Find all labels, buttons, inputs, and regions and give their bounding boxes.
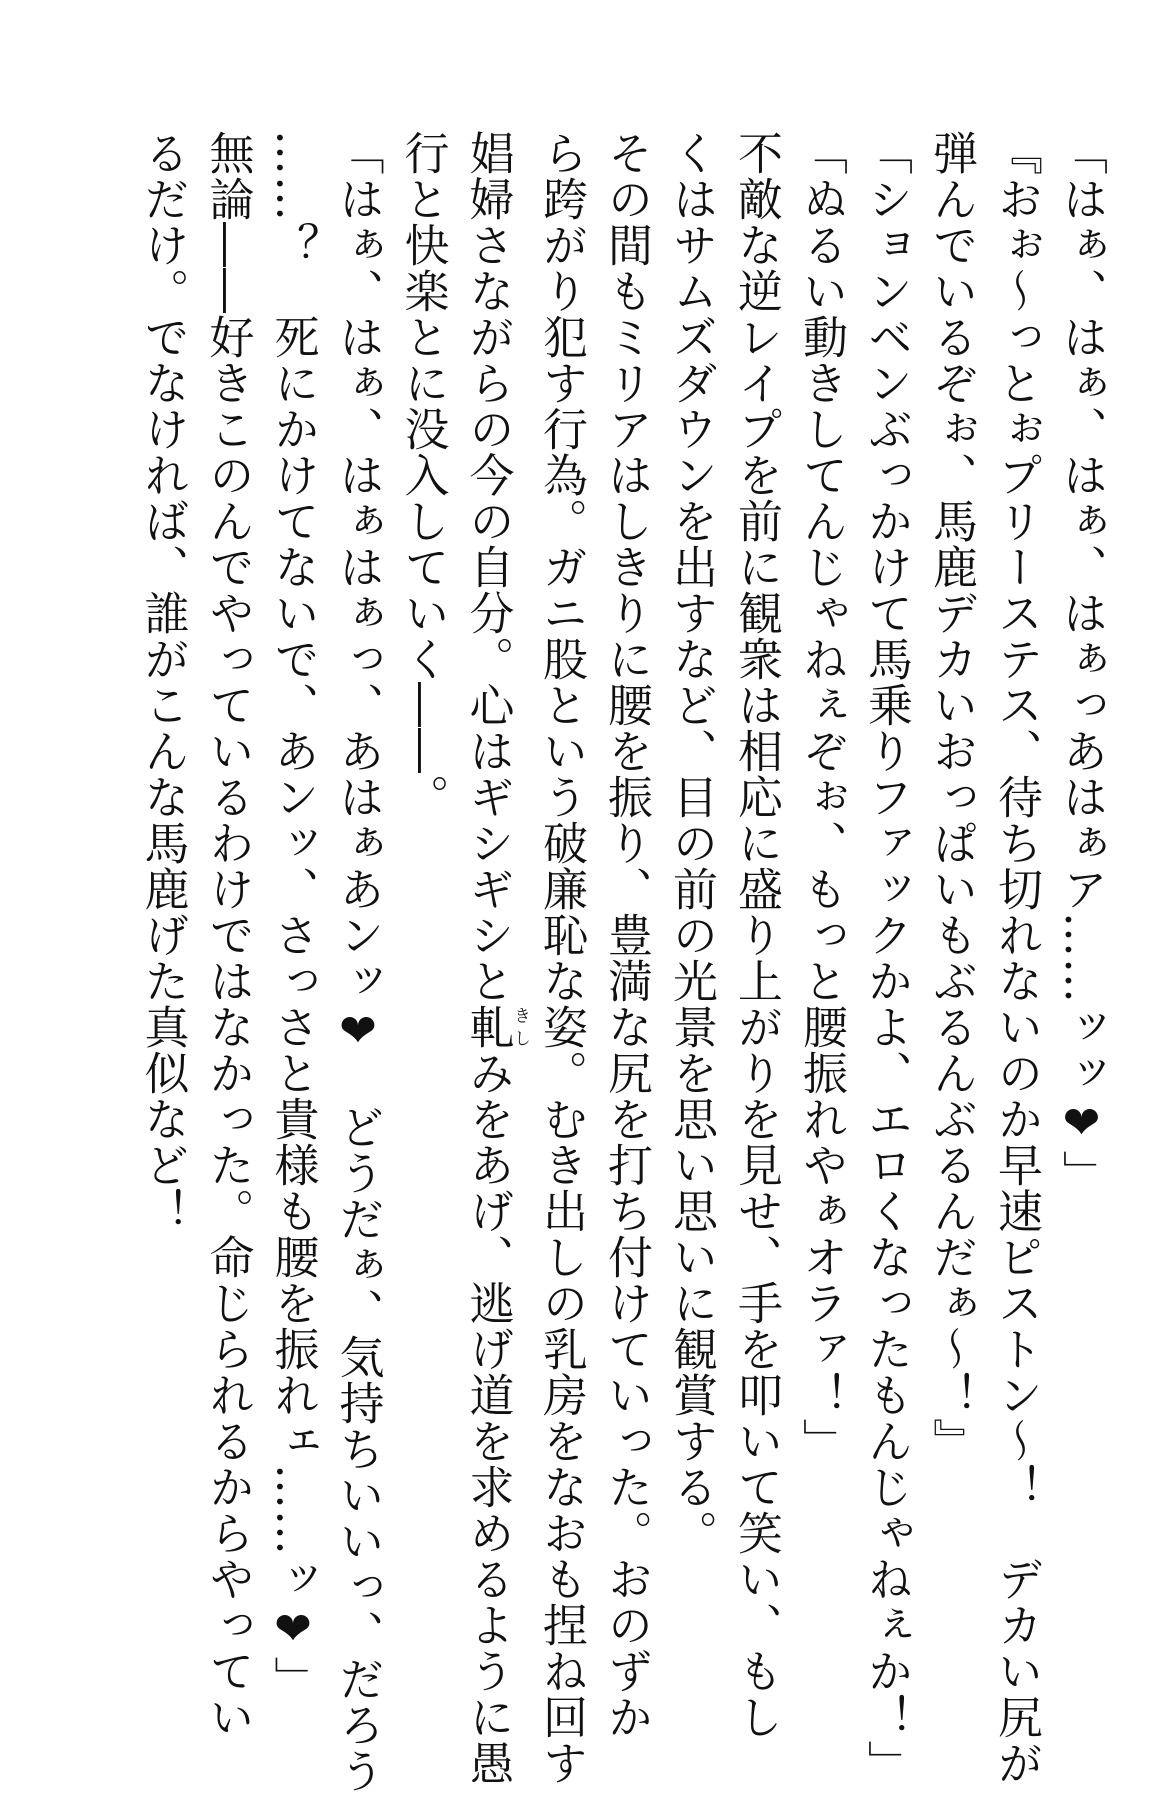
ruby-annotation: [461, 1004, 530, 1050]
text-line-3: 弾んでいるぞぉ、馬鹿デカいおっぱいもぶるんぶるんだぁ～！』: [925, 130, 978, 1464]
text-line-6: 不敵な逆レイプを前に観衆は相応に盛り上がりを見せ、手を叩いて笑い、もし: [730, 130, 783, 1740]
text-line-9: ら跨がり犯す行為。ガニ股という破廉恥な姿。むき出しの乳房をなおも捏ね回す: [535, 130, 588, 1786]
text-line-11: 行と快楽とに没入していく――。: [396, 130, 450, 820]
text-line-7: くはサムズダウンを出すなど、目の前の光景を思い思いに観賞する。: [665, 130, 718, 1556]
text-line-5: 「ぬるい動きしてんじゃねぇぞぉ、もっと腰振れやぁオラァ！」: [795, 130, 848, 1464]
text-line-12: 「はぁ、はぁ、はぁはぁっ、あはぁあンッ❤ どうだぁ、気持ちいいっ、だろう: [331, 130, 385, 1794]
text-line-2: 『おぉ～っとぉプリーステス、待ち切れないのか早速ピストン～！ デカい尻が: [990, 130, 1043, 1786]
ruby-reading: きし: [510, 1004, 530, 1050]
text-line-14: 無論――好きこのんでやっているわけではなかった。命じられるからやってい: [201, 130, 255, 1740]
text-line-15: るだけ。でなければ、誰がこんな馬鹿げた真似など！: [136, 130, 190, 1234]
text-line-10-part-2: みをあげ、逃げ道を求めるように愚: [461, 1050, 515, 1786]
text-line-10-part-1: 娼婦さながらの今の自分。心はギシギシと: [461, 130, 515, 1004]
text-line-8: その間もミリアはしきりに腰を振り、豊満な尻を打ち付けていった。おのずか: [600, 130, 653, 1740]
text-line-10: [456, 130, 530, 1786]
text-line-1: 「はぁ、はぁ、はぁ、はぁっあはぁア……ッッ❤」: [1055, 130, 1108, 1196]
vertical-text-body: [80, 130, 1114, 1794]
text-line-13: ……？ 死にかけてないで、あンッ、さっさと貴様も腰を振れェ……ッ❤」: [266, 130, 320, 1702]
text-line-4: 「ションベンぶっかけて馬乗りファックかよ、エロくなったもんじゃねぇか！」: [860, 130, 913, 1786]
ruby-base: 軋: [461, 1004, 515, 1050]
